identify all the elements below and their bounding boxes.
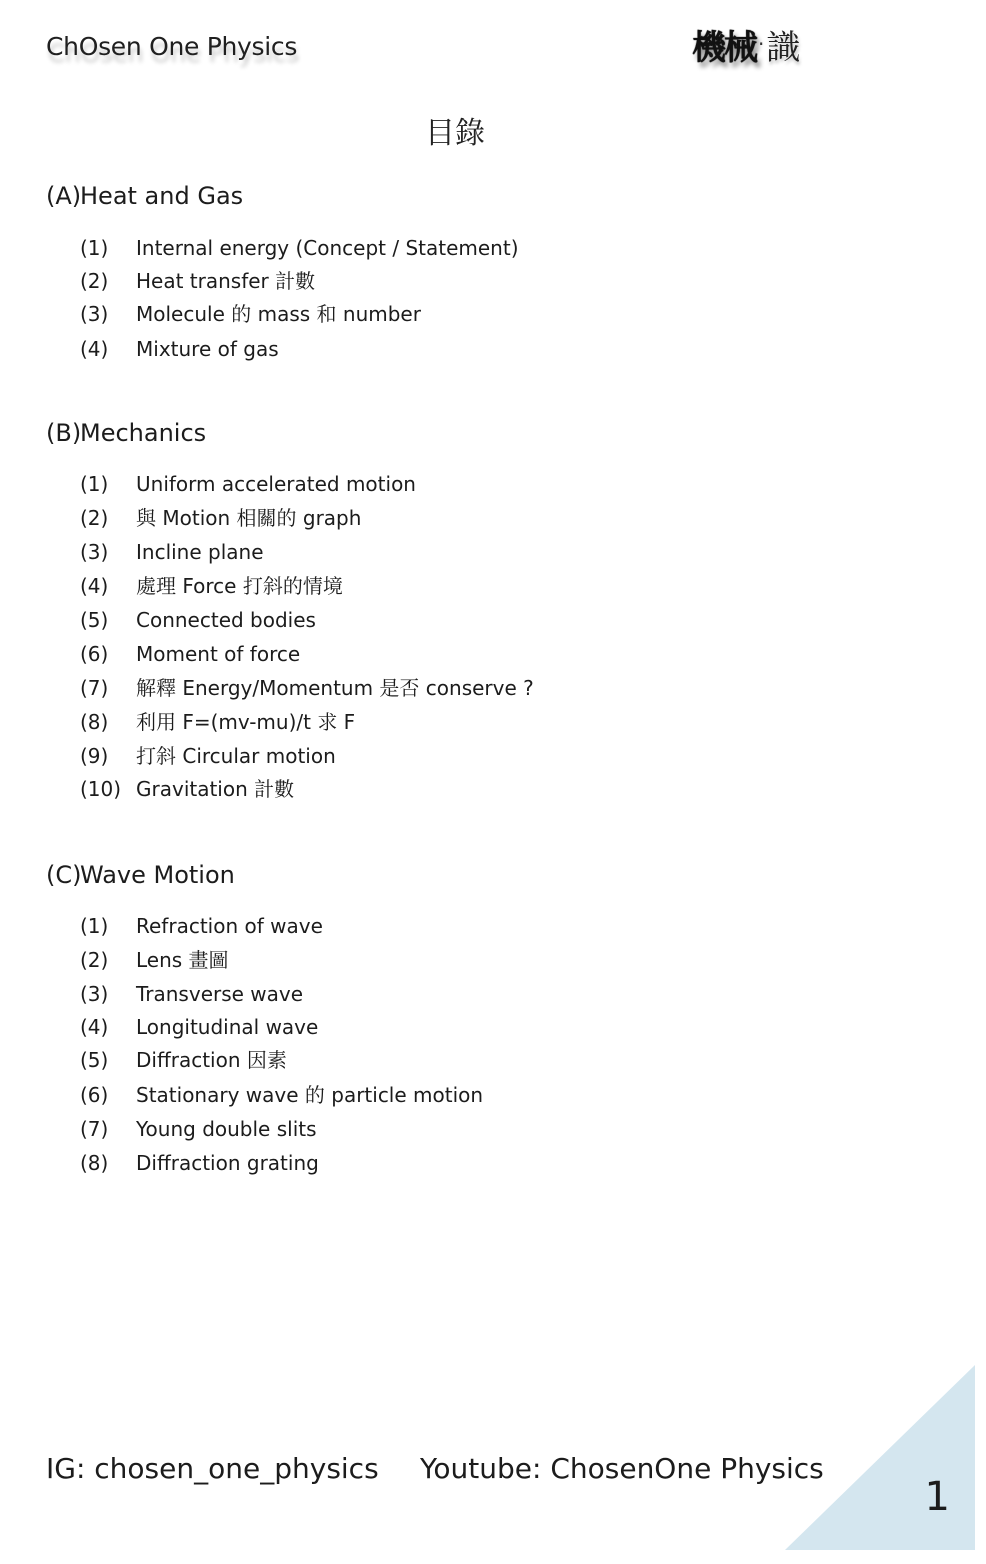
list-item — [80, 1151, 319, 1175]
item-number: (1) — [80, 472, 109, 496]
list-item — [80, 302, 421, 326]
item-text: 打斜 Circular motion — [136, 744, 336, 768]
item-text: Moment of force — [136, 642, 301, 666]
item-number: (2) — [80, 269, 109, 293]
section-heading-c — [46, 861, 235, 889]
logo-regular-text: 識 — [766, 28, 801, 68]
list-item — [80, 982, 303, 1006]
list-item — [80, 236, 519, 260]
item-text: Gravitation 計數 — [136, 777, 295, 801]
item-number: (4) — [80, 574, 109, 598]
section-title: Wave Motion — [80, 861, 235, 889]
section-heading-b — [46, 419, 206, 447]
youtube-channel: Youtube: ChosenOne Physics — [420, 1452, 824, 1485]
logo-dot: · — [758, 32, 765, 56]
item-text: Internal energy (Concept / Statement) — [136, 236, 519, 260]
list-item — [80, 1015, 318, 1039]
item-number: (1) — [80, 914, 109, 938]
item-text: Connected bodies — [136, 608, 316, 632]
item-text: Molecule 的 mass 和 number — [136, 302, 421, 326]
item-text: Stationary wave 的 particle motion — [136, 1083, 484, 1107]
item-number: (2) — [80, 506, 109, 530]
item-text: Mixture of gas — [136, 337, 279, 361]
item-text: Heat transfer 計數 — [136, 269, 316, 293]
list-item — [80, 608, 316, 632]
item-text: 處理 Force 打斜的情境 — [136, 574, 343, 598]
item-text: 解釋 Energy/Momentum 是否 conserve ? — [136, 676, 534, 700]
item-number: (4) — [80, 337, 109, 361]
page-title: 目錄 — [425, 116, 485, 151]
item-number: (3) — [80, 540, 109, 564]
list-item — [80, 540, 264, 564]
list-item — [80, 472, 416, 496]
section-title: Mechanics — [80, 419, 207, 447]
item-number: (7) — [80, 676, 109, 700]
item-text: Incline plane — [136, 540, 264, 564]
item-text: Longitudinal wave — [136, 1015, 319, 1039]
item-number: (4) — [80, 1015, 109, 1039]
section-letter: (B) — [46, 419, 82, 447]
list-item — [80, 1083, 483, 1107]
item-number: (8) — [80, 1151, 109, 1175]
list-item — [80, 1117, 317, 1141]
list-item — [80, 642, 300, 666]
list-item — [80, 676, 534, 700]
item-text: Young double slits — [136, 1117, 317, 1141]
item-number: (2) — [80, 948, 109, 972]
item-number: (3) — [80, 982, 109, 1006]
instagram-handle: IG: chosen_one_physics — [46, 1452, 379, 1485]
brand-name: ChOsen One Physics — [46, 32, 298, 61]
section-heading-a — [46, 182, 243, 210]
section-letter: (C) — [46, 861, 82, 889]
item-number: (10) — [80, 777, 122, 801]
item-number: (5) — [80, 608, 109, 632]
item-number: (5) — [80, 1048, 109, 1072]
item-text: Refraction of wave — [136, 914, 323, 938]
item-text: Uniform accelerated motion — [136, 472, 416, 496]
item-text: 利用 F=(mv-mu)/t 求 F — [136, 710, 356, 734]
logo-bold-text: 機械 — [692, 28, 756, 68]
list-item — [80, 506, 361, 530]
list-item — [80, 744, 336, 768]
item-number: (3) — [80, 302, 109, 326]
item-text: 與 Motion 相關的 graph — [136, 506, 362, 530]
list-item — [80, 337, 279, 361]
section-letter: (A) — [46, 182, 82, 210]
item-text: Diffraction 因素 — [136, 1048, 287, 1072]
logo — [692, 20, 800, 69]
item-number: (6) — [80, 642, 109, 666]
list-item — [80, 948, 229, 972]
item-number: (6) — [80, 1083, 109, 1107]
item-number: (7) — [80, 1117, 109, 1141]
section-title: Heat and Gas — [80, 182, 244, 210]
list-item — [80, 777, 294, 801]
page-number: 1 — [924, 1474, 950, 1520]
list-item — [80, 914, 323, 938]
item-number: (9) — [80, 744, 109, 768]
list-item — [80, 710, 355, 734]
item-number: (8) — [80, 710, 109, 734]
list-item — [80, 574, 343, 598]
item-text: Diffraction grating — [136, 1151, 319, 1175]
list-item — [80, 269, 315, 293]
item-text: Transverse wave — [136, 982, 304, 1006]
list-item — [80, 1048, 287, 1072]
item-text: Lens 畫圖 — [136, 948, 229, 972]
item-number: (1) — [80, 236, 109, 260]
